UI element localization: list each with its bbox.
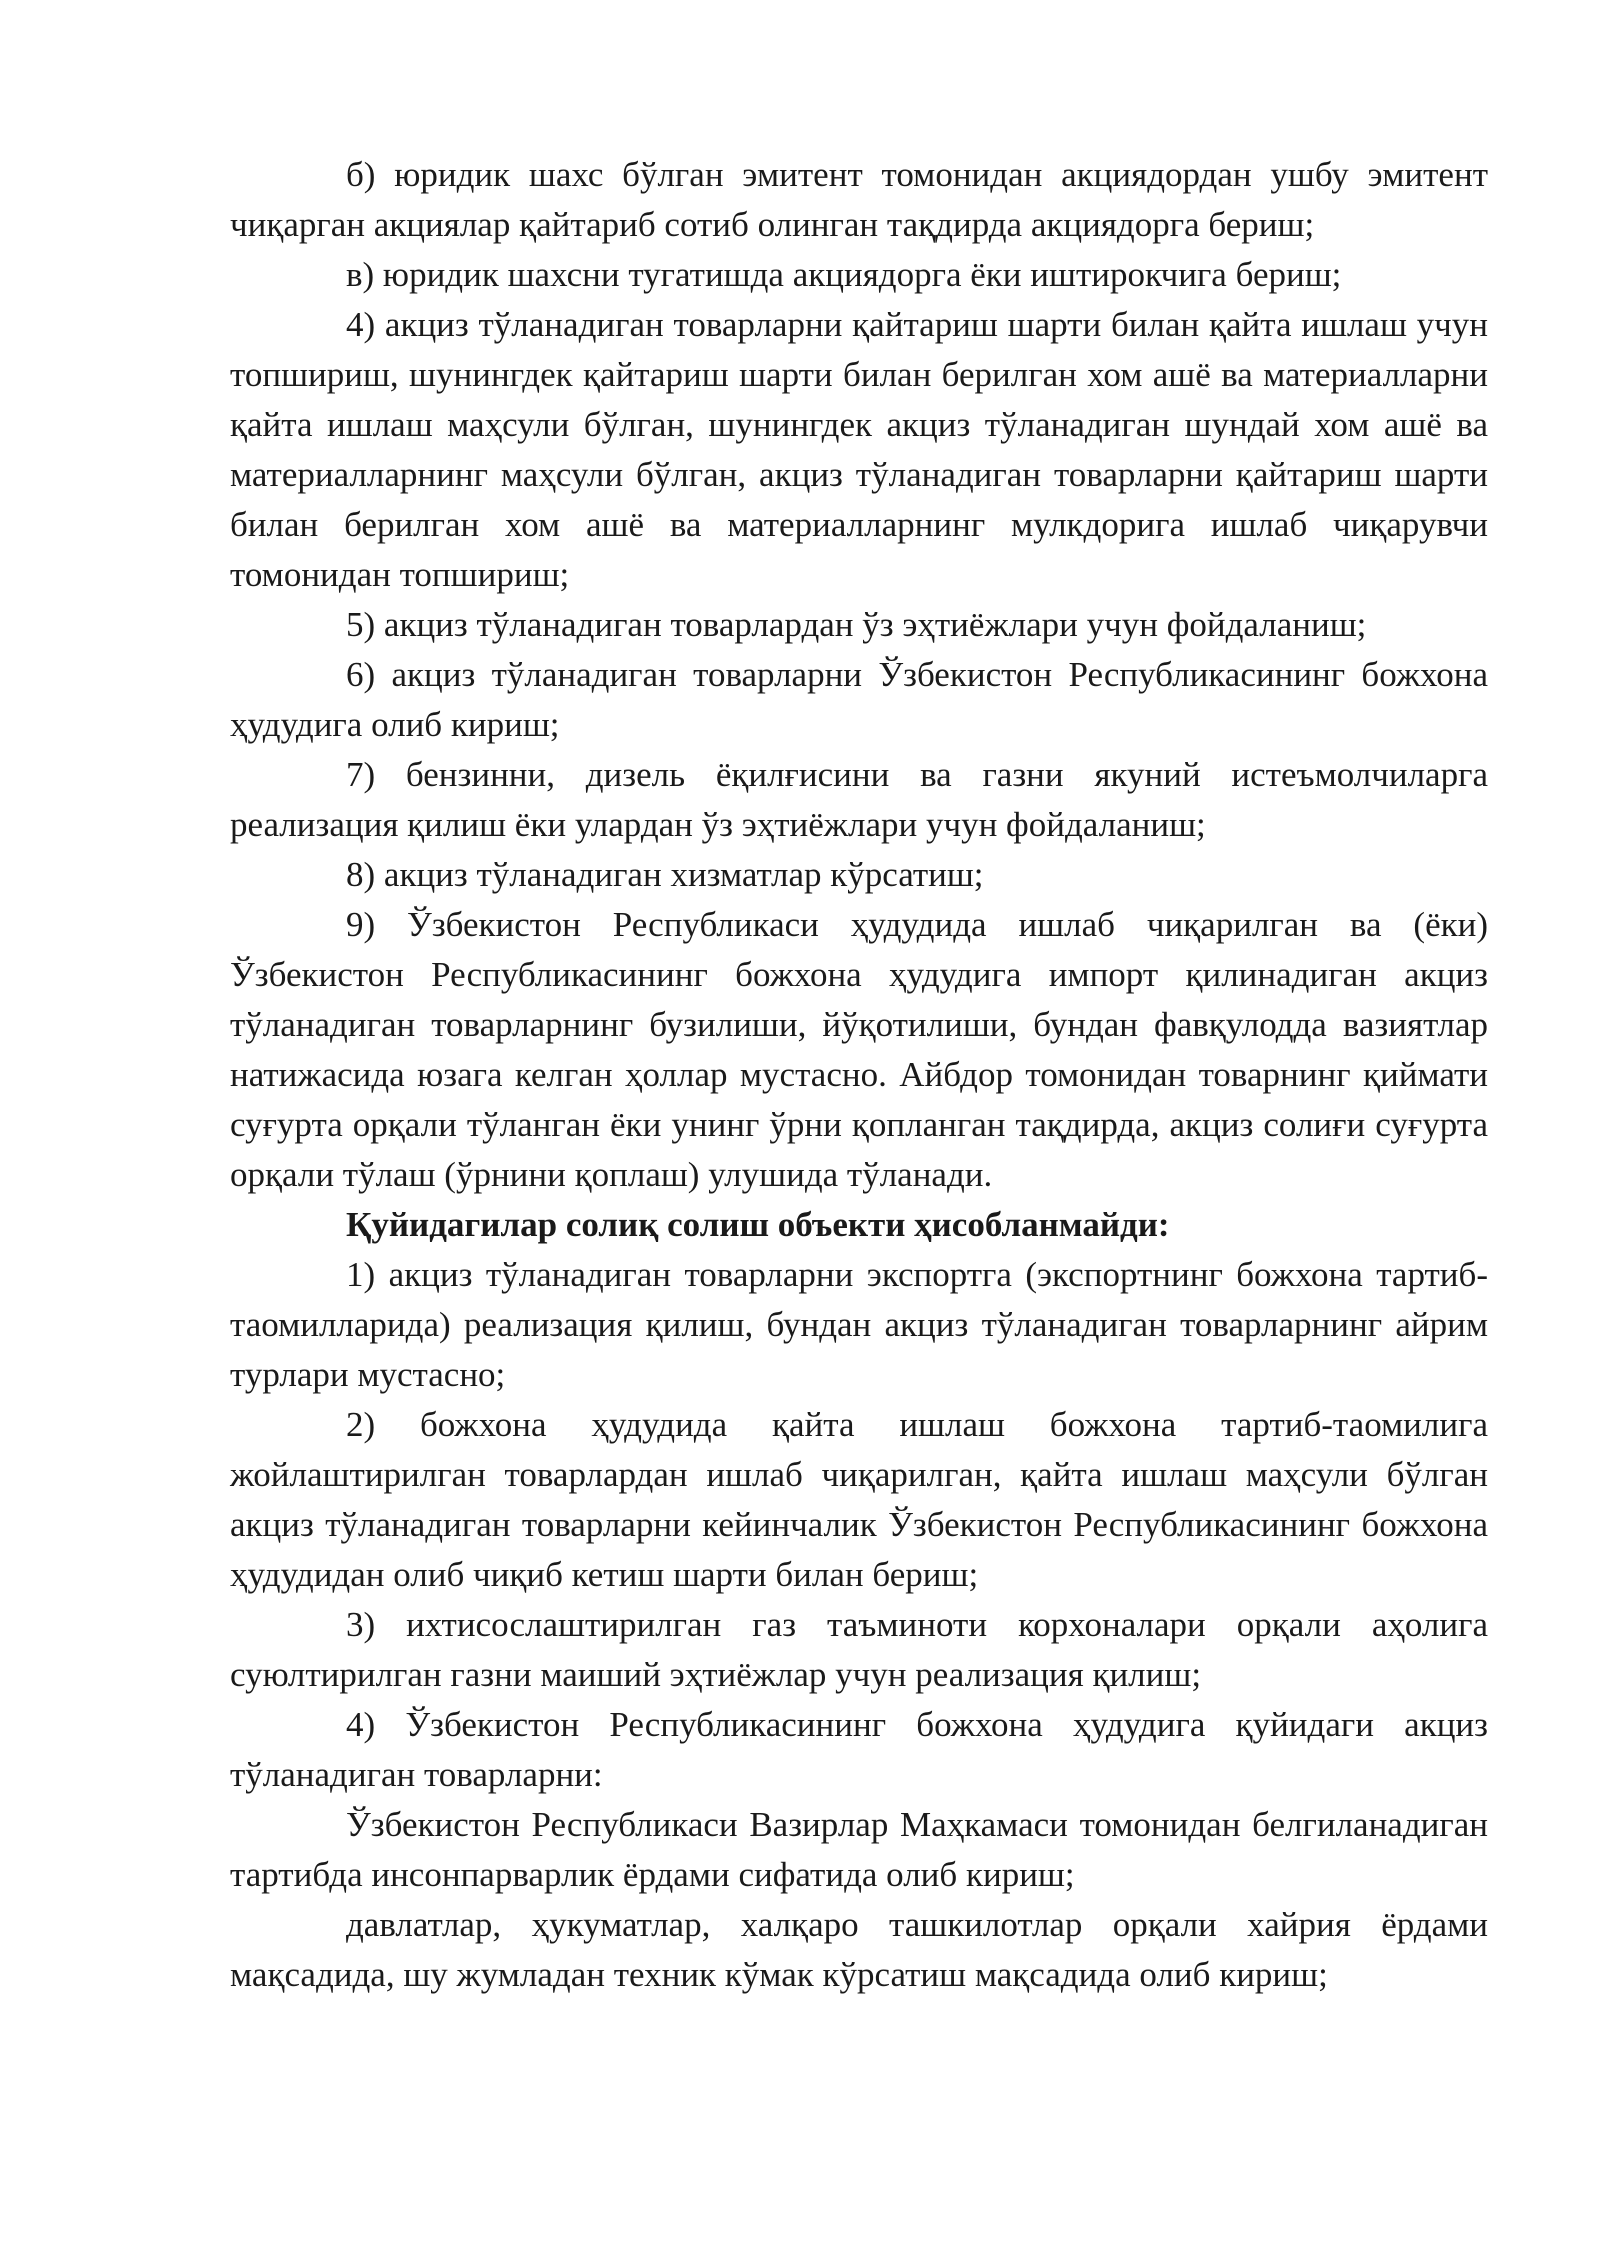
exemption-item-2: 2) божхона ҳудудида қайта ишлаш божхона тартиб-таомилига жойлаштирилган товарлардан ишлаб чиқарилган, қайта ишлаш маҳсули бўлган акциз тўланадиган товарларни кейинчалик Ўзбекистон Республикасининг божхона ҳудудидан олиб чиқиб кетиш шарти билан бериш;: [230, 1405, 1488, 1594]
document-page: [230, 150, 1488, 2000]
paragraph-item-5: 5) акциз тўланадиган товарлардан ўз эҳтиёжлари учун фойдаланиш;: [346, 605, 1367, 644]
paragraph-item-6: 6) акциз тўланадиган товарларни Ўзбекистон Республикасининг божхона ҳудудига олиб кириш;: [230, 655, 1488, 744]
exemption-item-4: 4) Ўзбекистон Республикасининг божхона ҳудудига қуйидаги акциз тўланадиган товарларни:: [230, 1705, 1488, 1794]
paragraph-item-v: в) юридик шахсни тугатишда акциядорга ёки иштирокчига бериш;: [346, 255, 1342, 294]
exemption-item-1: 1) акциз тўланадиган товарларни экспортга (экспортнинг божхона тартиб-таомилларида) реализация қилиш, бундан акциз тўланадиган товарларнинг айрим турлари мустасно;: [230, 1255, 1488, 1394]
paragraph-item-7: 7) бензинни, дизель ёқилғисини ва газни якуний истеъмолчиларга реализация қилиш ёки улардан ўз эҳтиёжлари учун фойдаланиш;: [230, 755, 1488, 844]
exemption-item-3: 3) ихтисослаштирилган газ таъминоти корхоналари орқали аҳолига суюлтирилган газни маиший эҳтиёжлар учун реализация қилиш;: [230, 1605, 1488, 1694]
section-heading: Қуйидагилар солиқ солиш объекти ҳисобланмайди:: [346, 1205, 1170, 1244]
paragraph-item-b: б) юридик шахс бўлган эмитент томонидан акциядордан ушбу эмитент чиқарган акциялар қайтариб сотиб олинган тақдирда акциядорга бериш;: [230, 155, 1488, 244]
paragraph-item-9: 9) Ўзбекистон Республикаси ҳудудида ишлаб чиқарилган ва (ёки) Ўзбекистон Республикасининг божхона ҳудудига импорт қилинадиган акциз тўланадиган товарларнинг бузилиши, йўқотилиши, бундан фавқулодда вазиятлар натижасида юзага келган ҳоллар мустасно. Айбдор томонидан товарнинг қиймати суғурта орқали тўланган ёки унинг ўрни қопланган тақдирда, акциз солиғи суғурта орқали тўлаш (ўрнини қоплаш) улушида тўланади.: [230, 905, 1488, 1194]
paragraph-item-4: 4) акциз тўланадиган товарларни қайтариш шарти билан қайта ишлаш учун топшириш, шунингдек қайтариш шарти билан берилган хом ашё ва материалларни қайта ишлаш маҳсули бўлган, шунингдек акциз тўланадиган шундай хом ашё ва материалларнинг маҳсули бўлган, акциз тўланадиган товарларни қайтариш шарти билан берилган хом ашё ва материалларнинг мулкдорига ишлаб чиқарувчи томонидан топшириш;: [230, 305, 1488, 594]
exemption-subitem-humanitarian: Ўзбекистон Республикаси Вазирлар Маҳкамаси томонидан белгиланадиган тартибда инсонпарварлик ёрдами сифатида олиб кириш;: [230, 1805, 1488, 1894]
exemption-subitem-charity: давлатлар, ҳукуматлар, халқаро ташкилотлар орқали хайрия ёрдами мақсадида, шу жумладан техник кўмак кўрсатиш мақсадида олиб кириш;: [230, 1905, 1488, 1994]
paragraph-item-8: 8) акциз тўланадиган хизматлар кўрсатиш;: [346, 855, 984, 894]
